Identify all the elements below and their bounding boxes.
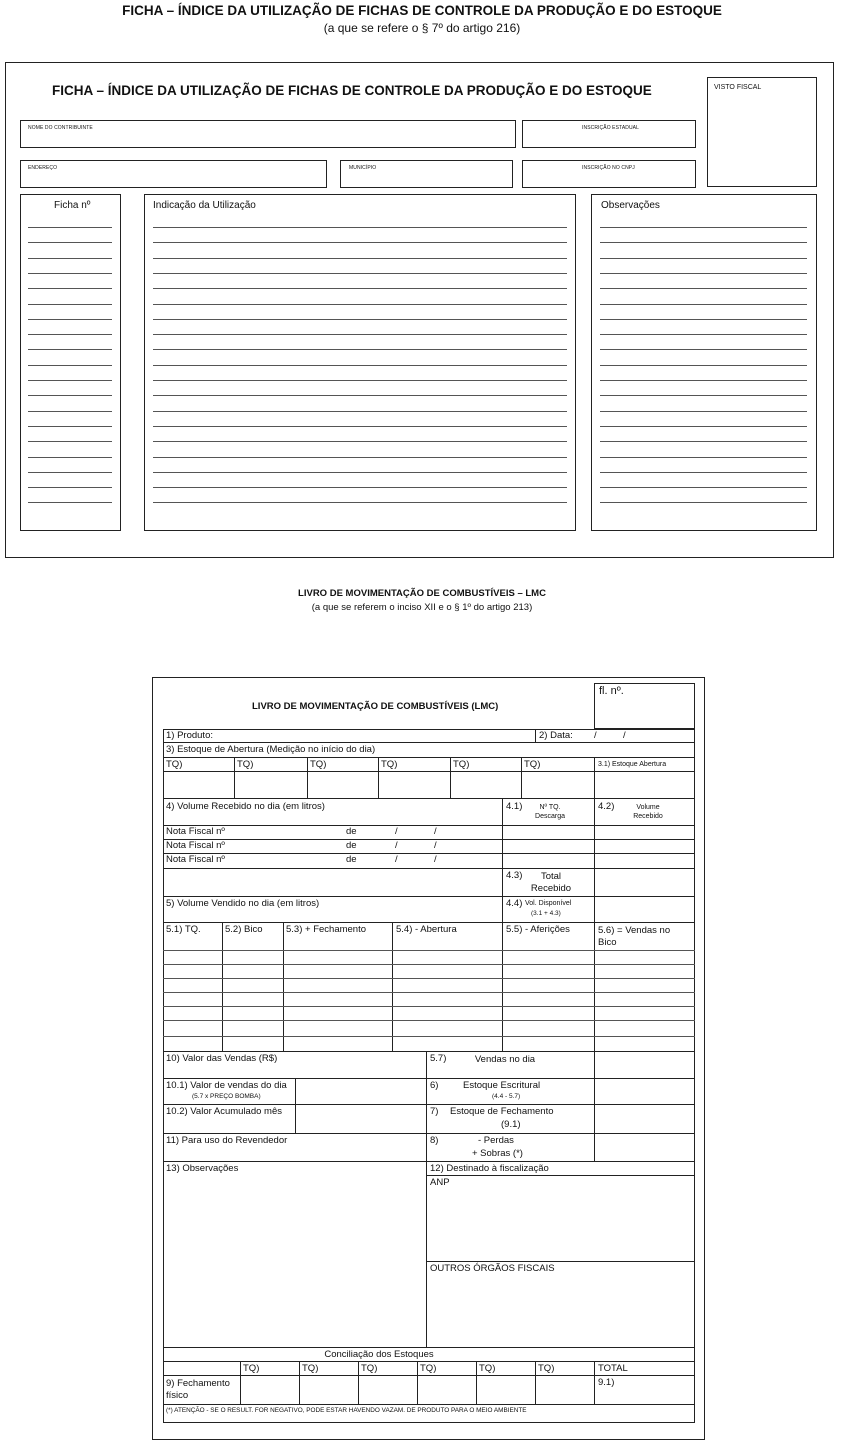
tq-abertura-2: TQ) <box>237 759 254 770</box>
outros-orgaos-label: OUTROS ÓRGÃOS FISCAIS <box>430 1263 555 1274</box>
anp-label: ANP <box>430 1177 450 1188</box>
r44-num: 4.4) <box>506 898 523 909</box>
r42-text: Volume Recebido <box>633 804 663 821</box>
ruled-line[interactable] <box>153 365 567 366</box>
ruled-line[interactable] <box>600 395 807 396</box>
col-52-label: 5.2) Bico <box>225 924 263 935</box>
sales-row-line[interactable] <box>163 964 695 965</box>
ruled-line[interactable] <box>28 227 112 228</box>
lmc-page-subtitle: (a que se referem o inciso XII e o § 1º do artigo 213) <box>311 602 533 613</box>
indicacao-label: Indicação da Utilização <box>153 200 256 211</box>
ruled-line[interactable] <box>153 472 567 473</box>
inscricao-cnpj-label: INSCRIÇÃO NO CNPJ <box>582 165 635 171</box>
produto-label: 1) Produto: <box>166 730 213 741</box>
r101-sub: (5.7 x PREÇO BOMBA) <box>192 1093 261 1100</box>
fl-no-label: fl. nº. <box>599 685 624 697</box>
ruled-line[interactable] <box>600 273 807 274</box>
total-label: TOTAL <box>598 1363 628 1374</box>
ruled-line[interactable] <box>600 472 807 473</box>
nota-slash: / <box>434 840 437 851</box>
ruled-line[interactable] <box>600 380 807 381</box>
data-label: 2) Data: <box>539 730 573 741</box>
lmc-table <box>163 729 695 1423</box>
nota-slash: / <box>395 854 398 865</box>
nota-fiscal-label: Nota Fiscal nº <box>166 840 225 851</box>
nota-slash: / <box>434 854 437 865</box>
ruled-line[interactable] <box>600 441 807 442</box>
nota-slash: / <box>395 840 398 851</box>
ruled-line[interactable] <box>153 349 567 350</box>
tq-abertura-5: TQ) <box>453 759 470 770</box>
r11-label: 11) Para uso do Revendedor <box>166 1135 288 1146</box>
ruled-line[interactable] <box>153 457 567 458</box>
r8-num: 8) <box>430 1135 439 1146</box>
nota-de-label: de <box>346 854 357 865</box>
atencao-note: (*) ATENÇÃO - SE O RESULT. FOR NEGATIVO, PODE ESTAR HAVENDO VAZAM. DE PRODUTO PARA O MEIO AMBIENTE <box>166 1407 527 1414</box>
ruled-line[interactable] <box>153 319 567 320</box>
ruled-line[interactable] <box>28 487 112 488</box>
col-54-label: 5.4) - Abertura <box>396 924 457 935</box>
ruled-line[interactable] <box>153 441 567 442</box>
endereco-label: ENDEREÇO <box>28 165 58 171</box>
tq-conciliacao-1: TQ) <box>243 1363 260 1374</box>
sales-row-line[interactable] <box>163 1020 695 1021</box>
tq-conciliacao-5: TQ) <box>479 1363 496 1374</box>
tq-abertura-1: TQ) <box>166 759 183 770</box>
r44-sub: (3.1 + 4.3) <box>531 910 561 917</box>
observacoes-column <box>591 194 817 531</box>
ruled-line[interactable] <box>600 487 807 488</box>
r101-label: 10.1) Valor de vendas do dia <box>166 1080 287 1091</box>
valor-vendas-label: 10) Valor das Vendas (R$) <box>166 1053 278 1064</box>
ruled-line[interactable] <box>153 380 567 381</box>
ruled-line[interactable] <box>600 304 807 305</box>
ruled-line[interactable] <box>600 258 807 259</box>
ruled-line[interactable] <box>28 426 112 427</box>
ruled-line[interactable] <box>153 411 567 412</box>
ruled-line[interactable] <box>28 304 112 305</box>
visto-fiscal-label: VISTO FISCAL <box>714 84 762 91</box>
ruled-line[interactable] <box>28 472 112 473</box>
nome-contribuinte-field[interactable] <box>20 120 516 148</box>
ruled-line[interactable] <box>28 334 112 335</box>
municipio-label: MUNICÍPIO <box>349 165 377 171</box>
inscricao-estadual-label: INSCRIÇÃO ESTADUAL <box>582 125 639 131</box>
r6-num: 6) <box>430 1080 439 1091</box>
ruled-line[interactable] <box>600 349 807 350</box>
lmc-form-title: LIVRO DE MOVIMENTAÇÃO DE COMBUSTÍVEIS (LMC) <box>252 701 499 712</box>
sales-row-line[interactable] <box>163 992 695 993</box>
ruled-line[interactable] <box>153 273 567 274</box>
lmc-page-title: LIVRO DE MOVIMENTAÇÃO DE COMBUSTÍVEIS – LMC <box>298 588 546 599</box>
r43-num: 4.3) <box>506 870 523 881</box>
ruled-line[interactable] <box>600 242 807 243</box>
ruled-line[interactable] <box>28 288 112 289</box>
r57-text: Vendas no dia <box>474 1054 536 1065</box>
sales-row-line[interactable] <box>163 1006 695 1007</box>
r6-text: Estoque Escritural <box>463 1080 541 1091</box>
tq-abertura-6: TQ) <box>524 759 541 770</box>
r7-num: 7) <box>430 1106 439 1117</box>
col-53-label: 5.3) + Fechamento <box>286 924 367 935</box>
ruled-line[interactable] <box>153 288 567 289</box>
fiscalizacao-label: 12) Destinado à fiscalização <box>430 1163 549 1174</box>
tq-conciliacao-2: TQ) <box>302 1363 319 1374</box>
nota-de-label: de <box>346 840 357 851</box>
tq-conciliacao-4: TQ) <box>420 1363 437 1374</box>
ruled-line[interactable] <box>600 457 807 458</box>
sales-row-line[interactable] <box>163 950 695 951</box>
ruled-line[interactable] <box>153 334 567 335</box>
r41-text: Nº TQ. Descarga <box>535 804 565 821</box>
nota-de-label: de <box>346 826 357 837</box>
col-51-label: 5.1) TQ. <box>166 924 201 935</box>
data-slash-2: / <box>623 730 626 741</box>
tq-conciliacao-6: TQ) <box>538 1363 555 1374</box>
ruled-line[interactable] <box>28 349 112 350</box>
ruled-line[interactable] <box>153 426 567 427</box>
ruled-line[interactable] <box>600 227 807 228</box>
ficha-no-column <box>20 194 121 531</box>
col-56-label: 5.6) = Vendas no Bico <box>598 925 671 948</box>
ficha-page-title: FICHA – ÍNDICE DA UTILIZAÇÃO DE FICHAS DE CONTROLE DA PRODUÇÃO E DO ESTOQUE <box>122 3 722 18</box>
ruled-line[interactable] <box>28 242 112 243</box>
estoque-abertura-label: 3) Estoque de Abertura (Medição no início do dia) <box>166 744 376 755</box>
observacoes-label: Observações <box>601 200 660 211</box>
r8-sub: + Sobras (*) <box>472 1148 523 1159</box>
ruled-line[interactable] <box>153 242 567 243</box>
fechamento-fisico-label: 9) Fechamento físico <box>166 1378 230 1402</box>
r7-text: Estoque de Fechamento <box>450 1106 554 1117</box>
ficha-form-title: FICHA – ÍNDICE DA UTILIZAÇÃO DE FICHAS DE CONTROLE DA PRODUÇÃO E DO ESTOQUE <box>52 83 652 98</box>
tq-conciliacao-3: TQ) <box>361 1363 378 1374</box>
ruled-line[interactable] <box>600 319 807 320</box>
r6-sub: (4.4 - 5.7) <box>492 1093 521 1100</box>
ruled-line[interactable] <box>28 457 112 458</box>
ficha-page-subtitle: (a que se refere o § 7º do artigo 216) <box>323 21 521 35</box>
observacoes-lmc-label: 13) Observações <box>166 1163 239 1174</box>
conciliacao-label: Conciliação dos Estoques <box>324 1349 434 1360</box>
ficha-no-label: Ficha nº <box>54 200 91 211</box>
nome-contribuinte-label: NOME DO CONTRIBUINTE <box>28 125 93 131</box>
tq-abertura-4: TQ) <box>381 759 398 770</box>
ruled-line[interactable] <box>600 502 807 503</box>
r91-label: 9.1) <box>598 1377 615 1388</box>
ruled-line[interactable] <box>28 273 112 274</box>
ruled-line[interactable] <box>28 502 112 503</box>
ruled-line[interactable] <box>600 365 807 366</box>
ruled-line[interactable] <box>600 288 807 289</box>
ruled-line[interactable] <box>600 426 807 427</box>
tq-abertura-3: TQ) <box>310 759 327 770</box>
r44-text: Vol. Disponível <box>525 900 572 907</box>
indicacao-column <box>144 194 576 531</box>
ruled-line[interactable] <box>600 334 807 335</box>
volume-vendido-label: 5) Volume Vendido no dia (em litros) <box>166 898 320 909</box>
ruled-line[interactable] <box>153 502 567 503</box>
r8-text: - Perdas <box>478 1135 514 1146</box>
visto-fiscal-box[interactable] <box>707 77 817 187</box>
r43-text: Total Recebido <box>530 871 572 894</box>
ruled-line[interactable] <box>153 487 567 488</box>
col-55-label: 5.5) - Aferições <box>506 924 570 935</box>
r102-label: 10.2) Valor Acumulado mês <box>166 1106 282 1117</box>
ruled-line[interactable] <box>28 258 112 259</box>
ruled-line[interactable] <box>28 411 112 412</box>
data-slash-1: / <box>594 730 597 741</box>
ruled-line[interactable] <box>153 258 567 259</box>
ruled-line[interactable] <box>28 365 112 366</box>
endereco-field[interactable] <box>20 160 327 188</box>
nota-slash: / <box>395 826 398 837</box>
volume-recebido-label: 4) Volume Recebido no dia (em litros) <box>166 801 325 812</box>
ruled-line[interactable] <box>153 227 567 228</box>
sales-row-line[interactable] <box>163 1036 695 1037</box>
ruled-line[interactable] <box>28 395 112 396</box>
sales-row-line[interactable] <box>163 978 695 979</box>
nota-fiscal-label: Nota Fiscal nº <box>166 826 225 837</box>
nota-slash: / <box>434 826 437 837</box>
estoque-abertura-31-label: 3.1) Estoque Abertura <box>598 761 667 768</box>
r41-num: 4.1) <box>506 801 523 812</box>
ruled-line[interactable] <box>28 441 112 442</box>
ruled-line[interactable] <box>28 380 112 381</box>
ruled-line[interactable] <box>600 411 807 412</box>
nota-fiscal-label: Nota Fiscal nº <box>166 854 225 865</box>
ruled-line[interactable] <box>28 319 112 320</box>
ruled-line[interactable] <box>153 395 567 396</box>
r42-num: 4.2) <box>598 801 615 812</box>
r57-num: 5.7) <box>430 1053 447 1064</box>
r7-sub: (9.1) <box>501 1119 521 1130</box>
ruled-line[interactable] <box>153 304 567 305</box>
